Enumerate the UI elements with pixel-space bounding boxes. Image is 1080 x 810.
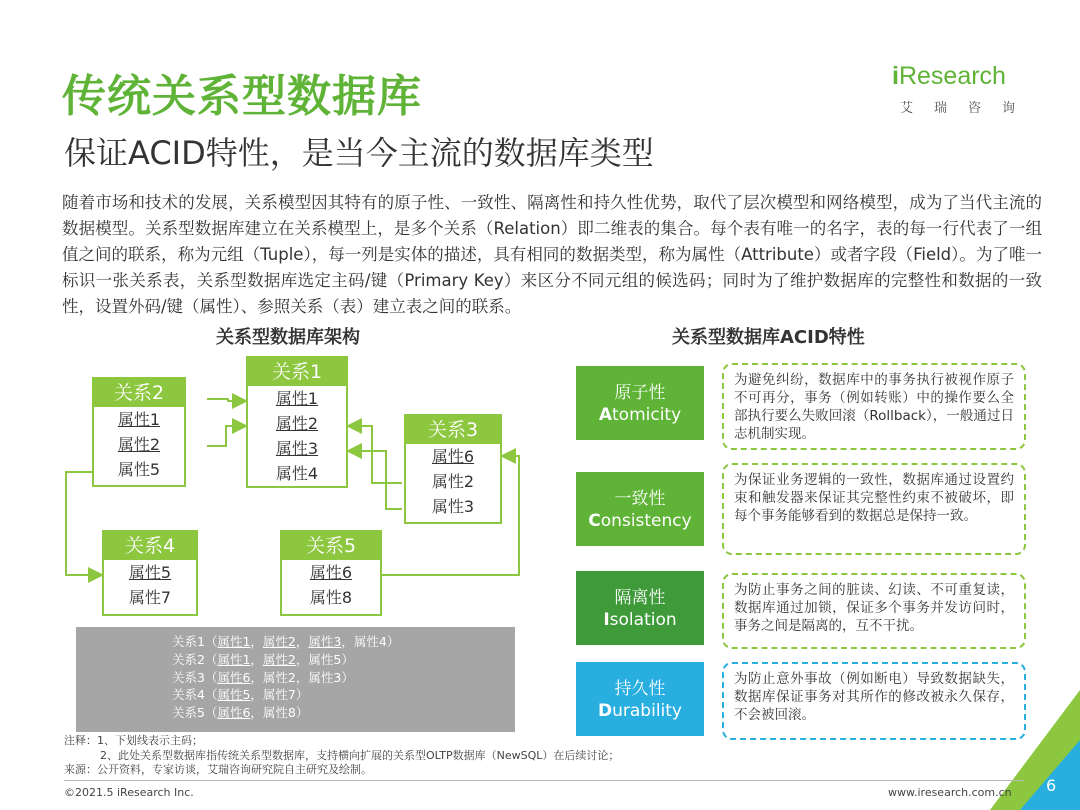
relation-5-table: [280, 530, 382, 616]
relation-summary: [76, 627, 515, 732]
relation-4-attr: 属性7: [128, 588, 172, 607]
page-title: 传统关系型数据库: [62, 71, 422, 122]
page-number: 6: [1046, 776, 1057, 795]
iresearch-logo: [892, 62, 1037, 116]
atomicity-box: [576, 366, 704, 440]
atomicity-cn: 原子性: [614, 383, 666, 403]
summary-line: 关系4（属性5，属性7）: [172, 687, 309, 703]
summary-line: 关系3（属性6，属性2，属性3）: [172, 669, 354, 685]
copyright: ©2021.5 iResearch Inc.: [64, 786, 194, 799]
durability-en-first: D: [598, 701, 613, 721]
relation-1-attr: 属性1: [275, 389, 319, 408]
relation-5-attr: 属性6: [309, 563, 353, 582]
intro-paragraph: 随着市场和技术的发展，关系模型因其特有的原子性、一致性、隔离性和持久性优势，取代了层次模型和网络模型，成为了当代主流的数据模型。关系型数据库建立在关系模型上，是多个关系（Relation）即二维表的集合。每个表有唯一的名字，表的每一行代表了一组值之间的联系，称为元组（Tuple），每一列是实体的描述，具有相同的数据类型，称为属性（Attribute）或者字段（Field）。为了唯一标识一张关系表，关系型数据库选定主码/键（Primary Key）来区分不同元组的候选码；同时为了维护数据库的完整性和数据的一致性，设置外码/键（属性）、参照关系（表）建立表之间的联系。: [62, 193, 1042, 316]
atomicity-en-first: A: [598, 405, 612, 425]
durability-en-rest: urability: [612, 701, 682, 721]
relation-1-attr: 属性4: [275, 464, 319, 483]
durability-cn: 持久性: [614, 679, 666, 699]
isolation-box: [576, 571, 704, 645]
relation-2-attr: 属性5: [117, 460, 161, 479]
relation-4-attr: 属性5: [128, 563, 172, 582]
acid-title: 关系型数据库ACID特性: [672, 327, 865, 348]
isolation-cn: 隔离性: [614, 588, 666, 608]
relation-3-name: 关系3: [406, 416, 500, 444]
isolation-en-first: I: [603, 610, 610, 630]
relation-3-attr: 属性2: [431, 472, 475, 491]
relation-2-table: [92, 377, 186, 487]
consistency-cn: 一致性: [614, 489, 666, 509]
relation-3-table: [404, 414, 502, 524]
consistency-en-first: C: [588, 511, 601, 531]
consistency-description: 为保证业务逻辑的一致性，数据库通过设置约束和触发器来保证其完整性约束不被破坏，即每个事务能够看到的数据总是保持一致。: [722, 463, 1026, 555]
summary-line: 关系2（属性1，属性2，属性5）: [172, 651, 354, 667]
durability-box: [576, 662, 704, 736]
consistency-en-rest: onsistency: [600, 511, 692, 531]
relation-3-attr: 属性3: [431, 497, 475, 516]
summary-line: 关系1（属性1，属性2，属性3，属性4）: [172, 634, 400, 649]
relation-1-attr: 属性2: [275, 414, 319, 433]
relation-2-attr: 属性2: [117, 435, 161, 454]
relation-2-attr: 属性1: [117, 410, 161, 429]
page-subtitle: 保证ACID特性，是当今主流的数据库类型: [64, 134, 654, 172]
isolation-en-rest: solation: [609, 610, 677, 630]
summary-line: 关系5（属性6，属性8）: [172, 705, 309, 721]
atomicity-en-rest: tomicity: [612, 405, 682, 425]
logo-brand-i: i: [892, 62, 899, 90]
note-line: 2、此处关系型数据库指传统关系型数据库，支持横向扩展的关系型OLTP数据库（NewSQL）在后续讨论；: [100, 748, 620, 762]
relation-1-name: 关系1: [248, 358, 346, 386]
relation-4-name: 关系4: [104, 532, 196, 560]
relation-5-name: 关系5: [282, 532, 380, 560]
relation-5-attr: 属性8: [309, 588, 353, 607]
note-line: 来源：公开资料，专家访谈，艾瑞咨询研究院自主研究及绘制。: [64, 763, 372, 776]
footer-divider: [64, 780, 1024, 781]
notes: [64, 734, 619, 778]
durability-description: 为防止意外事故（例如断电）导致数据缺失，数据库保证事务对其所作的修改被永久保存，不会被回滚。: [722, 662, 1026, 740]
site-url[interactable]: www.iresearch.com.cn: [888, 786, 1012, 799]
consistency-box: [576, 472, 704, 546]
note-line: 注释：1、下划线表示主码；: [64, 734, 203, 747]
logo-cn: 艾瑞咨询: [900, 101, 1037, 116]
relation-2-name: 关系2: [94, 379, 184, 407]
relation-1-attr: 属性3: [275, 439, 319, 458]
relation-1-table: [246, 356, 348, 488]
logo-brand-rest: Research: [898, 62, 1006, 90]
atomicity-description: 为避免纠纷，数据库中的事务执行被视作原子不可再分，事务（例如转账）中的操作要么全部执行要么失败回滚（Rollback），一般通过日志机制实现。: [722, 363, 1026, 450]
relation-4-table: [102, 530, 198, 616]
architecture-title: 关系型数据库架构: [216, 327, 360, 348]
relation-3-attr: 属性6: [431, 447, 475, 466]
isolation-description: 为防止事务之间的脏读、幻读、不可重复读，数据库通过加锁，保证多个事务并发访问时，事务之间是隔离的，互不干扰。: [722, 573, 1026, 649]
